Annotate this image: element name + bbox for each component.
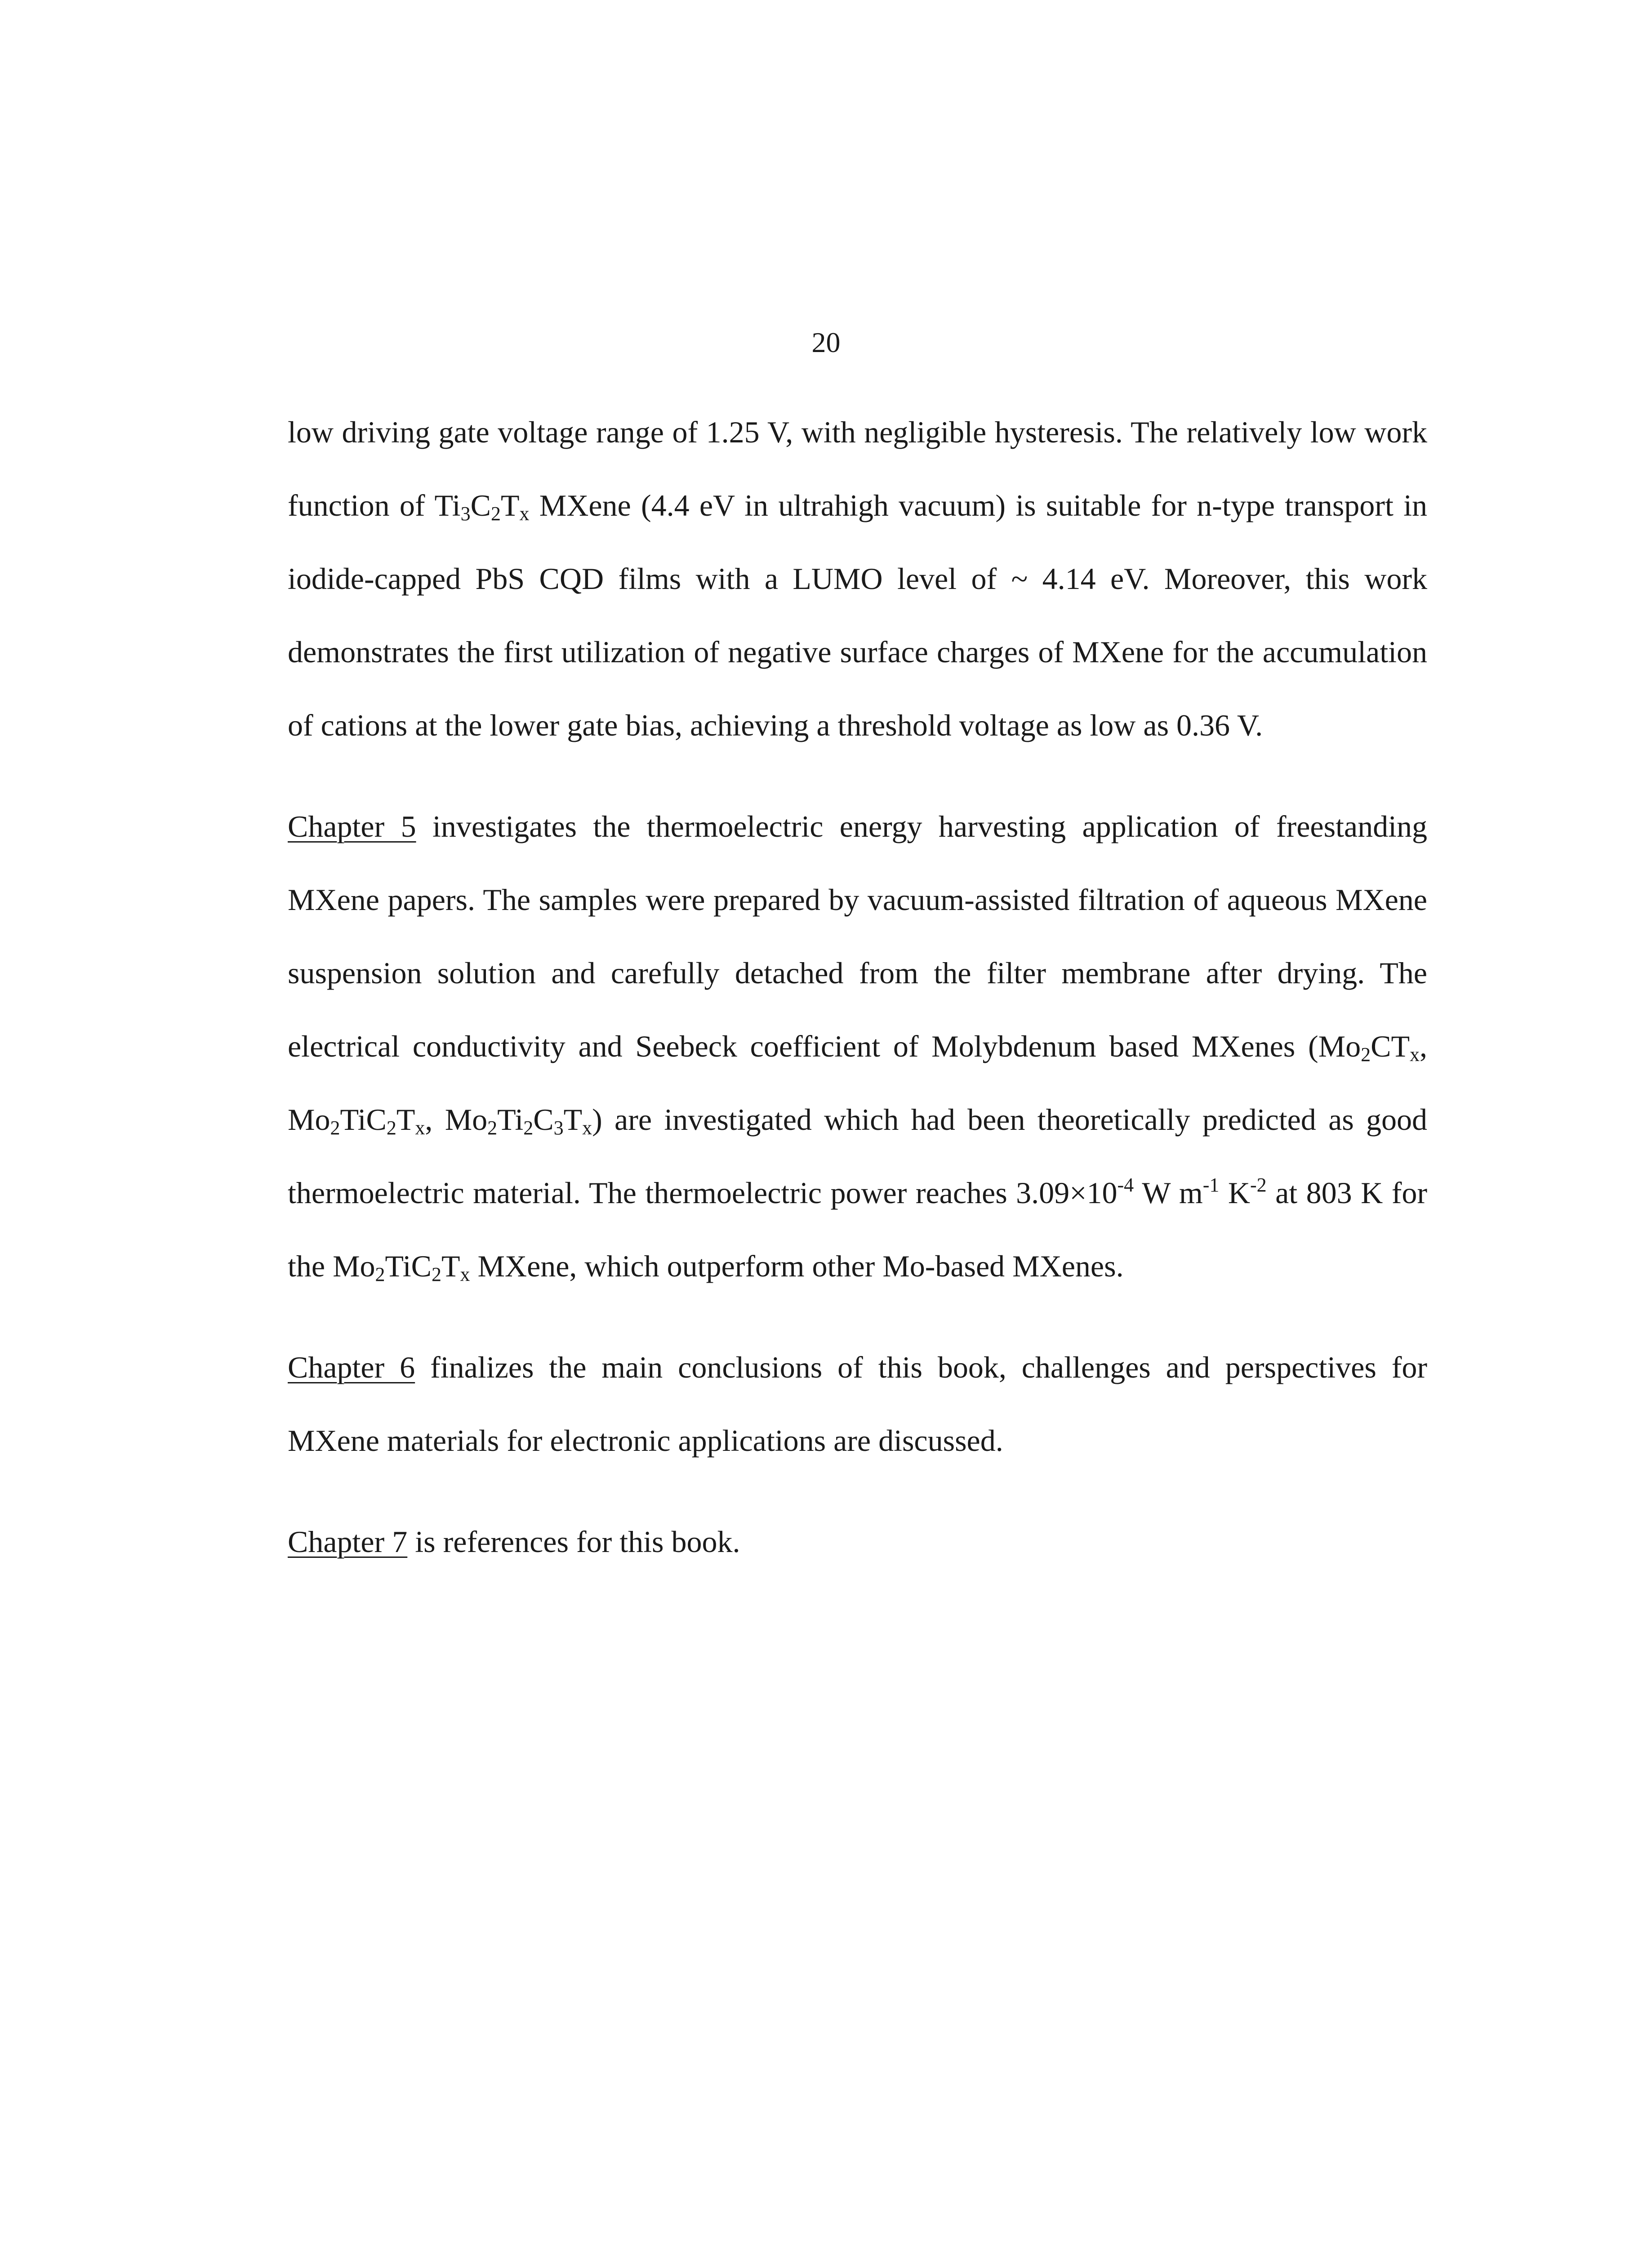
text-run: low driving gate voltage range of 1.25 V, with negligible hysteresis. The relatively low work function of Ti bbox=[288, 415, 1427, 522]
text-run: MXene (4.4 eV in ultrahigh vacuum) is suitable for n-type transport in iodide-capped PbS CQD films with a LUMO level of ~ 4.14 eV. Moreover, this work demonstrates the first utilization of negative surface charges of MXene for the accumulation of cations at the lower gate bias, achieving a threshold voltage as low as 0.36 V. bbox=[288, 488, 1427, 742]
superscript: -4 bbox=[1117, 1174, 1134, 1196]
subscript: 3 bbox=[553, 1117, 564, 1139]
page-number: 20 bbox=[811, 326, 841, 358]
subscript: 2 bbox=[386, 1117, 396, 1139]
subscript: 2 bbox=[523, 1117, 534, 1139]
text-run: , Mo bbox=[288, 1029, 1427, 1137]
text-run: CT bbox=[1371, 1029, 1410, 1063]
subscript: 2 bbox=[487, 1117, 498, 1139]
text-run: T bbox=[441, 1249, 460, 1283]
chapter-5-link[interactable]: Chapter 5 bbox=[288, 809, 416, 843]
text-run: C bbox=[533, 1102, 554, 1137]
subscript: x bbox=[519, 503, 530, 525]
paragraph-chapter-5 bbox=[288, 790, 1427, 1303]
subscript: 2 bbox=[1361, 1044, 1371, 1066]
text-run: ) are investigated which had been theoretically predicted as good thermoelectric material. The thermoelectric power reaches 3.09×10 bbox=[288, 1102, 1427, 1210]
chapter-6-link[interactable]: Chapter 6 bbox=[288, 1350, 415, 1384]
subscript: 2 bbox=[375, 1263, 385, 1285]
text-run: T bbox=[563, 1102, 583, 1137]
text-run: is references for this book. bbox=[407, 1525, 740, 1559]
text-run: TiC bbox=[340, 1102, 387, 1137]
subscript: x bbox=[415, 1117, 425, 1139]
text-run: C bbox=[470, 488, 491, 522]
paragraph-chapter-7 bbox=[288, 1505, 1427, 1579]
subscript: 2 bbox=[330, 1117, 340, 1139]
subscript: 3 bbox=[460, 503, 471, 525]
paragraph-intro-continuation bbox=[288, 396, 1427, 762]
subscript: x bbox=[460, 1263, 470, 1285]
superscript: -1 bbox=[1202, 1174, 1220, 1196]
body-text bbox=[288, 396, 1427, 1579]
subscript: x bbox=[582, 1117, 592, 1139]
text-run: TiC bbox=[385, 1249, 432, 1283]
chapter-7-link[interactable]: Chapter 7 bbox=[288, 1525, 408, 1559]
text-run: T bbox=[500, 488, 520, 522]
text-run: Ti bbox=[497, 1102, 524, 1137]
text-run: W m bbox=[1134, 1176, 1203, 1210]
text-run: T bbox=[396, 1102, 415, 1137]
paragraph-chapter-6 bbox=[288, 1331, 1427, 1477]
subscript: x bbox=[1410, 1044, 1420, 1066]
subscript: 2 bbox=[431, 1263, 441, 1285]
text-run: , Mo bbox=[425, 1102, 488, 1137]
superscript: -2 bbox=[1250, 1174, 1267, 1196]
subscript: 2 bbox=[490, 503, 501, 525]
text-run: MXene, which outperform other Mo-based MXenes. bbox=[470, 1249, 1124, 1283]
text-run: finalizes the main conclusions of this book, challenges and perspectives for MXene materials for electronic applications are discussed. bbox=[288, 1350, 1427, 1458]
text-run: K bbox=[1219, 1176, 1250, 1210]
text-run: investigates the thermoelectric energy harvesting application of freestanding MXene papers. The samples were prepared by vacuum-assisted filtration of aqueous MXene suspension solution and carefully detached from the filter membrane after drying. The electrical conductivity and Seebeck coefficient of Molybdenum based MXenes (Mo bbox=[288, 809, 1427, 1063]
text-run: at 803 K for the Mo bbox=[288, 1176, 1427, 1283]
